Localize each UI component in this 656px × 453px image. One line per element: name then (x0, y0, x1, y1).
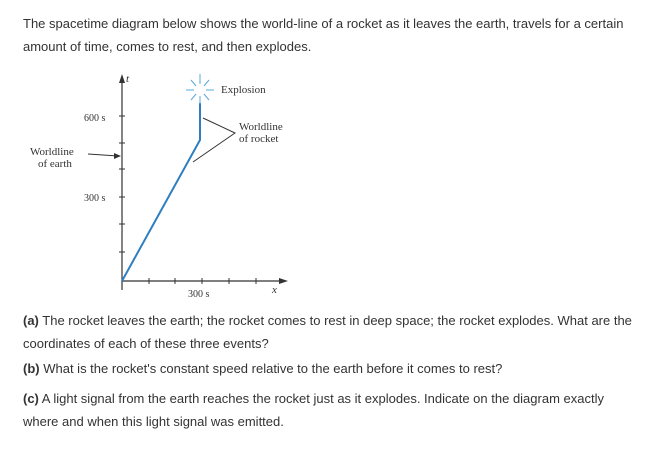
tick-300-label: 300 s (84, 193, 106, 204)
question-a-text: The rocket leaves the earth; the rocket comes to rest in deep space; the rocket explodes. What are the coordinates of each of these three events? (23, 313, 632, 351)
question-c-text: A light signal from the earth reaches the rocket just as it explodes. Indicate on the diagram exactly where and when this light signal was emitted. (23, 391, 604, 429)
explosion-burst-icon (186, 74, 214, 104)
earth-label-line2: of earth (38, 158, 72, 170)
t-axis-label: t (126, 73, 130, 85)
earth-label-arrow (88, 154, 118, 156)
question-a (23, 309, 633, 355)
question-c (23, 387, 633, 433)
t-axis-arrow (119, 74, 125, 83)
rocket-label-line2: of rocket (239, 133, 279, 145)
intro-text: The spacetime diagram below shows the world-line of a rocket as it leaves the earth, travels for a certain amount of time, comes to rest, and then explodes. (23, 16, 624, 54)
x-axis-label: x (272, 284, 277, 296)
question-a-label: (a) (23, 313, 39, 328)
question-b-text: What is the rocket's constant speed relative to the earth before it comes to rest? (39, 361, 503, 376)
question-b-label: (b) (23, 361, 40, 376)
x-axis-arrow (279, 278, 288, 284)
explosion-label: Explosion (221, 84, 266, 96)
question-b (23, 357, 633, 380)
question-c-label: (c) (23, 391, 39, 406)
rocket-worldline (122, 103, 200, 281)
tick-x-300-label: 300 s (188, 289, 210, 300)
tick-600-label: 600 s (84, 113, 106, 124)
earth-label-line1: Worldline (30, 146, 74, 158)
rocket-label-line1: Worldline (239, 121, 283, 133)
